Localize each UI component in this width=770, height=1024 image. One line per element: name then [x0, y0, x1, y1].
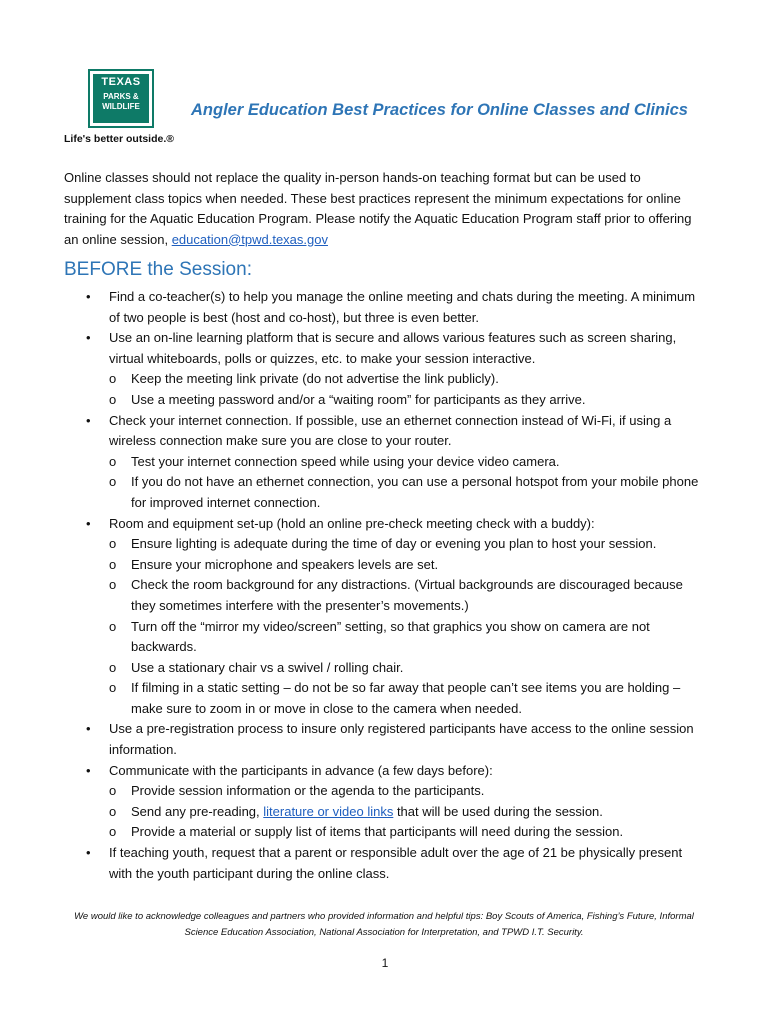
sub-list-item-text: that will be used during the session. [393, 803, 603, 819]
sub-list-item [64, 802, 704, 823]
sub-list-item [64, 575, 704, 616]
sub-bullet-marker: o [109, 659, 117, 675]
list-item [64, 328, 704, 369]
sub-bullet-marker: o [109, 577, 117, 593]
list-item [64, 411, 704, 452]
logo-line-1: TEXAS [101, 76, 141, 88]
list-item-text: Use an on-line learning platform that is secure and allows various features such as screen sharing, virtual whiteboards, polls or quizzes, etc. to make your session interactive. [109, 330, 677, 366]
logo-tagline: Life's better outside.® [64, 133, 174, 145]
logo-line-2: PARKS & [103, 91, 139, 101]
best-practices-list [64, 287, 704, 884]
acknowledgement-footnote: We would like to acknowledge colleagues and partners who provided information and helpful tips: Boy Scouts of America, Fishing’s Future, Informal Science Education Association, National Association for Interpretation, and TPWD I.T. Security. [74, 911, 694, 938]
sub-list-item [64, 555, 704, 576]
list-item [64, 761, 704, 782]
list-item-text: Use a pre-registration process to insure only registered participants have access to the online session information. [109, 721, 694, 758]
bullet-marker: • [86, 289, 91, 304]
bullet-marker: • [86, 515, 91, 531]
sub-bullet-marker: o [109, 783, 117, 799]
list-item-text: Room and equipment set-up (hold an online pre-check meeting check with a buddy): [109, 515, 595, 531]
sub-list-item [64, 658, 704, 679]
sub-list-item [64, 617, 704, 658]
list-item-text: If teaching youth, request that a parent or responsible adult over the age of 21 be physically present with the youth participant during the online class. [109, 845, 683, 881]
sub-list-item [64, 390, 704, 411]
list-item-text: Find a co-teacher(s) to help you manage the online meeting and chats during the meeting. A minimum of two people is best (host and co-host), but three is even better. [109, 289, 696, 325]
sub-bullet-marker: o [109, 453, 117, 469]
sub-list-item-text: Keep the meeting link private (do not advertise the link publicly). [131, 371, 499, 387]
sub-bullet-marker: o [109, 618, 117, 634]
tpwd-logo [88, 69, 154, 128]
sub-list-item [64, 781, 704, 802]
sub-bullet-marker: o [109, 474, 117, 490]
list-item [64, 843, 704, 884]
list-item [64, 514, 704, 535]
sub-list-item [64, 678, 704, 719]
bullet-marker: • [86, 412, 91, 428]
sub-bullet-marker: o [109, 803, 117, 819]
sub-list-item-text: If you do not have an ethernet connection, you can use a personal hotspot from your mobile phone for improved internet connection. [131, 474, 699, 510]
email-link[interactable]: education@tpwd.texas.gov [171, 231, 328, 247]
sub-bullet-marker: o [109, 680, 117, 696]
sub-list-item-text: Send any pre-reading, [131, 803, 264, 819]
logo-badge [93, 74, 149, 123]
literature-video-link[interactable]: literature or video links [263, 803, 394, 819]
sub-list-item-text: Provide a material or supply list of items that participants will need during the session. [131, 824, 624, 840]
sub-list-item [64, 822, 704, 843]
document-title: Angler Education Best Practices for Online Classes and Clinics [191, 101, 688, 119]
bullet-marker: • [86, 845, 91, 861]
sub-list-item-text: Ensure your microphone and speakers levels are set. [131, 556, 439, 572]
sub-list-item-text: Ensure lighting is adequate during the time of day or evening you plan to host your session. [131, 536, 657, 552]
sub-list-item-text: If filming in a static setting – do not be so far away that people can’t see items you are holding – make sure to zoom in or move in close to the camera when needed. [131, 680, 681, 716]
sub-list-item [64, 472, 704, 513]
sub-list-item-text: Turn off the “mirror my video/screen” setting, so that graphics you show on camera are not backwards. [131, 618, 650, 655]
sub-list-item-text: Check the room background for any distractions. (Virtual backgrounds are discouraged because they sometimes interfere with the presenter’s movements.) [131, 577, 683, 613]
section-heading: BEFORE the Session: [64, 259, 252, 280]
list-item-text: Check your internet connection. If possible, use an ethernet connection instead of Wi-Fi, if using a wireless connection make sure you are close to your router. [109, 412, 672, 449]
sub-bullet-marker: o [109, 536, 117, 552]
logo-line-3: WILDLIFE [102, 101, 140, 111]
list-item [64, 287, 704, 328]
sub-list-item-text: Use a meeting password and/or a “waiting room” for participants as they arrive. [131, 391, 586, 407]
sub-bullet-marker: o [109, 391, 117, 407]
sub-list-item [64, 534, 704, 555]
list-item [64, 719, 704, 760]
intro-paragraph [64, 168, 694, 250]
sub-bullet-marker: o [109, 371, 117, 387]
bullet-marker: • [86, 721, 91, 737]
sub-list-item-text: Test your internet connection speed while using your device video camera. [131, 453, 560, 469]
list-item-text: Communicate with the participants in advance (a few days before): [109, 762, 493, 778]
sub-list-item [64, 369, 704, 390]
sub-list-item-text: Use a stationary chair vs a swivel / rolling chair. [131, 659, 404, 675]
bullet-marker: • [86, 762, 91, 778]
sub-bullet-marker: o [109, 556, 117, 572]
intro-text: Online classes should not replace the quality in-person hands-on teaching format but can be used to supplement class topics when needed. These best practices represent the minimum expectations for online training for the Aquatic Education Program. Please notify the Aquatic Education Program staff prior to offering an online session, [64, 170, 692, 247]
sub-bullet-marker: o [109, 824, 117, 840]
bullet-marker: • [86, 330, 91, 346]
sub-list-item-text: Provide session information or the agenda to the participants. [131, 783, 485, 799]
page-number: 1 [381, 956, 389, 970]
sub-list-item [64, 452, 704, 473]
